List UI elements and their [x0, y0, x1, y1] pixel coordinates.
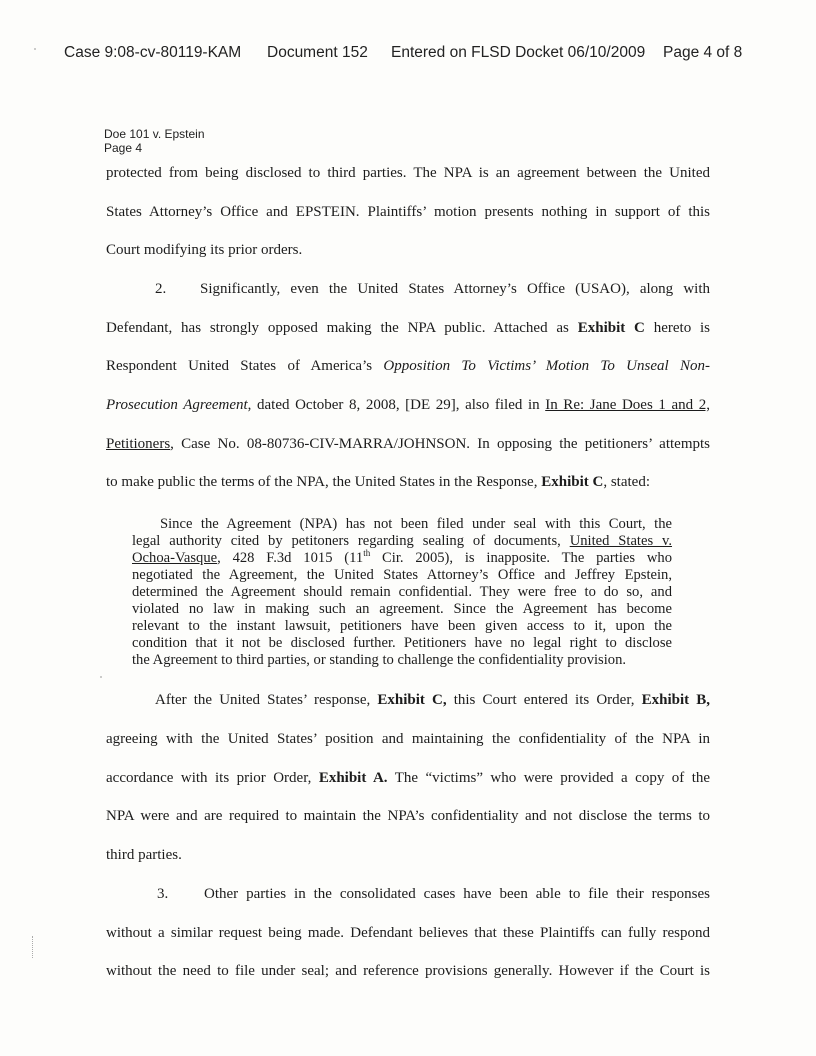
body-line: agreeing with the United States’ position and maintaining the confidentiality of the NPA in: [106, 731, 710, 747]
paragraph-number: 3.: [157, 886, 169, 902]
quote-line: relevant to the instant lawsuit, petitioners have been given access to it, upon the: [132, 618, 672, 634]
scan-mark: [32, 936, 34, 958]
body-line: Defendant, has strongly opposed making the NPA public. Attached as Exhibit C hereto is: [106, 320, 711, 336]
page-indicator: Page 4 of 8: [663, 44, 743, 61]
body-line: Significantly, even the United States Attorney’s Office (USAO), along with: [200, 281, 710, 297]
exhibit-reference: Exhibit C,: [377, 692, 447, 708]
body-line: without a similar request being made. Defendant believes that these Plaintiffs can fully respond: [106, 925, 710, 941]
body-line: Prosecution Agreement, dated October 8, 2008, [DE 29], also filed in In Re: Jane Does 1 and 2,: [106, 397, 710, 413]
quote-line: negotiated the Agreement, the United States Attorney’s Office and Jeffrey Epstein,: [132, 567, 672, 583]
body-line: Respondent United States of America’s Opposition To Victims’ Motion To Unseal Non-: [106, 358, 711, 374]
case-citation: In Re: Jane Does 1 and 2,: [545, 397, 710, 413]
body-line: Petitioners, Case No. 08-80736-CIV-MARRA/JOHNSON. In opposing the petitioners’ attempts: [106, 436, 710, 452]
case-citation: Petitioners: [106, 436, 171, 452]
case-caption: [104, 127, 205, 155]
case-number: Case 9:08-cv-80119-KAM: [64, 44, 242, 61]
quote-line: condition that it not be disclosed further. Petitioners have no legal right to disclose: [132, 635, 672, 651]
case-name: Doe 101 v. Epstein: [104, 127, 205, 141]
quote-line: legal authority cited by petitoners regarding sealing of documents, United States v.: [132, 533, 673, 549]
quote-line: the Agreement to third parties, or standing to challenge the confidentiality provision.: [132, 652, 627, 668]
scan-speck: [100, 676, 102, 678]
exhibit-reference: Exhibit C: [541, 474, 604, 490]
quote-line: Ochoa-Vasque, 428 F.3d 1015 (11th Cir. 2005), is inapposite. The parties who: [132, 548, 672, 566]
exhibit-reference: Exhibit C: [577, 320, 645, 336]
body-line: to make public the terms of the NPA, the United States in the Response, Exhibit C, stated:: [106, 474, 650, 490]
exhibit-reference: Exhibit A.: [318, 770, 388, 786]
docket-entry-date: Entered on FLSD Docket 06/10/2009: [391, 44, 646, 61]
document-title: Prosecution Agreement: [106, 397, 248, 413]
case-citation: Ochoa-Vasque: [132, 550, 218, 566]
body-line: Court modifying its prior orders.: [106, 242, 303, 258]
exhibit-reference: Exhibit B,: [641, 692, 711, 708]
body-line: accordance with its prior Order, Exhibit A. The “victims” who were provided a copy of the: [106, 770, 711, 786]
document-number: Document 152: [267, 44, 368, 61]
body-line: third parties.: [106, 847, 182, 863]
case-citation: United States v.: [569, 533, 673, 549]
quote-line: Since the Agreement (NPA) has not been filed under seal with this Court, the: [160, 516, 672, 532]
body-line: NPA were and are required to maintain the NPA’s confidentiality and not disclose the terms to: [106, 808, 710, 824]
body-line: Other parties in the consolidated cases have been able to file their responses: [204, 886, 710, 902]
body-line: States Attorney’s Office and EPSTEIN. Plaintiffs’ motion presents nothing in support of this: [106, 204, 710, 220]
scan-speck: [34, 48, 36, 50]
body-line: without the need to file under seal; and reference provisions generally. However if the Court is: [106, 963, 710, 979]
body-line: After the United States’ response, Exhibit C, this Court entered its Order, Exhibit B,: [155, 692, 711, 708]
caption-page-label: Page 4: [104, 141, 143, 155]
quote-line: determined the Agreement should remain confidential. They were free to do so, and: [132, 584, 672, 600]
quote-line: violated no law in making such an agreement. Since the Agreement has become: [132, 601, 672, 617]
body-line: protected from being disclosed to third parties. The NPA is an agreement between the United: [106, 165, 710, 181]
paragraph-number: 2.: [155, 281, 167, 297]
document-title: Opposition To Victims’ Motion To Unseal Non-: [383, 358, 711, 374]
